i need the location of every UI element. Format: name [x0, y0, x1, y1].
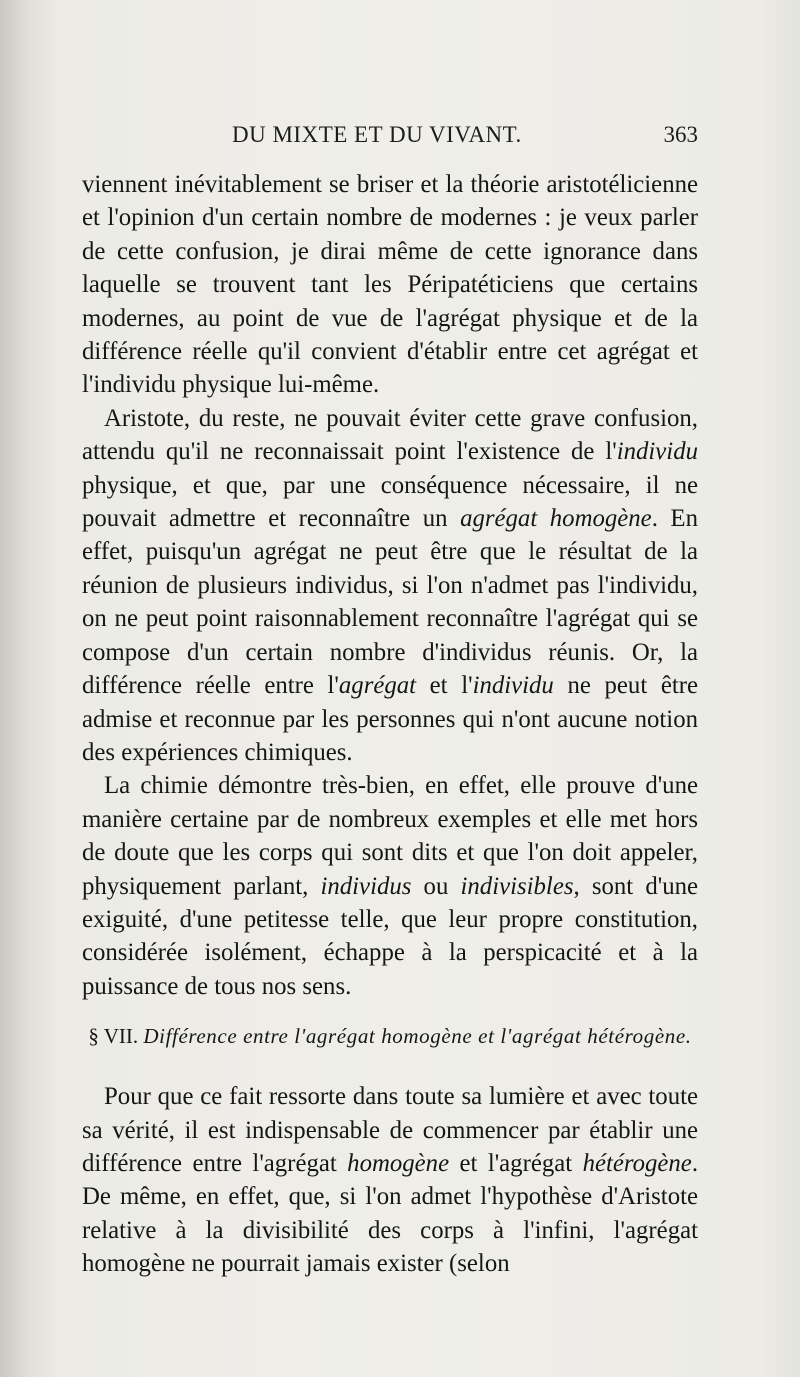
- italic-term: hétérogène: [582, 1149, 692, 1177]
- italic-term: individu: [472, 672, 554, 700]
- section-title: Différence entre l'agrégat homogène et l'agrégat hétérogène.: [143, 1024, 692, 1049]
- section-number: § VII.: [88, 1024, 139, 1049]
- body-text: [82, 168, 698, 1281]
- text-span: physique, et que, par une conséquence nécessaire, il ne pouvait admettre et reconnaître un: [82, 471, 698, 533]
- text-span: . En effet, puisqu'un agrégat ne peut être que le résultat de la réunion de plusieurs individus, si l'on n'admet pas l'individu, on ne peut point raisonnablement reconnaître l'agrégat qui se compose d'un certain nombre d'individus réunis. Or, la différence réelle entre l': [82, 505, 698, 700]
- italic-term: agrégat: [338, 672, 417, 700]
- text-span: , sont d'une exiguité, d'une petitesse telle, que leur propre constitution, considérée isolément, échappe à la perspicacité et à la puissance de tous nos sens.: [82, 872, 698, 1000]
- text-span: Pour que ce fait ressorte dans toute sa lumière et avec toute sa vérité, il est indispensable de commencer par établir une différence entre l'agrégat: [82, 1083, 698, 1177]
- italic-term: agrégat homogène: [460, 505, 652, 533]
- italic-term: individu: [616, 438, 698, 466]
- text-span: ne peut être admise et reconnue par les personnes qui n'ont aucune notion des expériences chimiques.: [82, 672, 698, 766]
- page-header: [82, 122, 698, 162]
- paragraph-3: [82, 769, 698, 1003]
- paragraph-2: [82, 402, 698, 769]
- text-span: et l'agrégat: [449, 1149, 583, 1177]
- text-span: . De même, en effet, que, si l'on admet l'hypothèse d'Aristote relative à la divisibilité des corps à l'infini, l'agrégat homogène ne pourrait jamais exister (selon: [82, 1149, 699, 1278]
- italic-term: individus: [320, 872, 412, 900]
- text-span: et l': [416, 672, 473, 700]
- section-heading: [82, 1021, 698, 1052]
- paragraph-4: [82, 1080, 698, 1280]
- text-span: La chimie démontre très-bien, en effet, elle prouve d'une manière certaine par de nombreux exemples et elle met hors de doute que les corps qui sont dits et que l'on doit appeler, physiquement parlant,: [82, 772, 698, 900]
- running-head: DU MIXTE ET DU VIVANT.: [232, 122, 522, 147]
- page-number: 363: [663, 122, 698, 147]
- paragraph-1: viennent inévitablement se briser et la théorie aristotélicienne et l'opinion d'un certain nombre de modernes : je veux parler de cette confusion, je dirai même de cette ignorance dans laquelle se trouvent tant les Péripatéticiens que certains modernes, au point de vue de l'agrégat physique et de la différence réelle qu'il convient d'établir entre cet agrégat et l'individu physique lui-même.: [82, 171, 698, 399]
- text-span: ou: [411, 872, 461, 900]
- italic-term: homogène: [347, 1149, 450, 1177]
- text-span: Aristote, du reste, ne pouvait éviter cette grave confusion, attendu qu'il ne reconnaissait point l'existence de l': [82, 404, 698, 466]
- italic-term: indivisibles: [460, 872, 574, 900]
